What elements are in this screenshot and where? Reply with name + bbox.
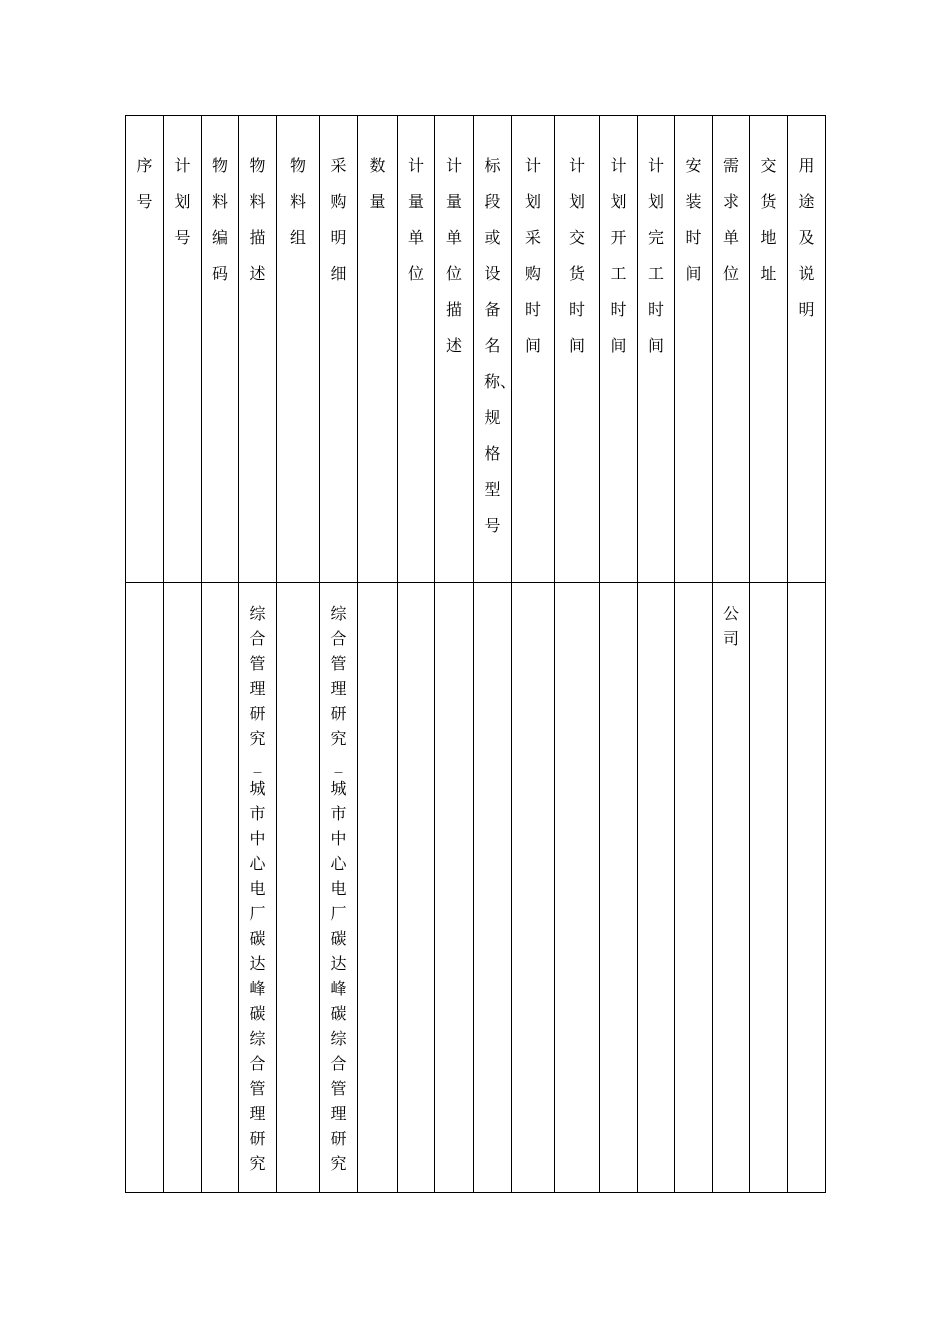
cell-plan-no bbox=[164, 583, 202, 1193]
header-cell-planned-delivery-time: 计划交货时间 bbox=[555, 116, 600, 583]
header-cell-unit: 计量单位 bbox=[398, 116, 435, 583]
procurement-plan-table bbox=[125, 115, 826, 1193]
cell-unit-description bbox=[435, 583, 474, 1193]
cell-quantity bbox=[358, 583, 398, 1193]
cell-purpose-notes bbox=[788, 583, 826, 1193]
header-cell-plan-no: 计划号 bbox=[164, 116, 202, 583]
header-cell-material-group: 物料组 bbox=[277, 116, 320, 583]
header-cell-material-code: 物料编码 bbox=[202, 116, 239, 583]
cell-purchase-detail: 综合管理研究_城市中心电厂碳达峰碳综合管理研究 bbox=[320, 583, 358, 1193]
header-cell-purpose-notes: 用途及说明 bbox=[788, 116, 826, 583]
cell-planned-completion-time bbox=[638, 583, 675, 1193]
header-cell-planned-purchase-time: 计划采购时间 bbox=[512, 116, 555, 583]
header-cell-section-equipment-spec: 标段或设备名称、规格型号 bbox=[474, 116, 512, 583]
cell-material-code bbox=[202, 583, 239, 1193]
header-cell-purchase-detail: 采购明细 bbox=[320, 116, 358, 583]
cell-serial-no bbox=[126, 583, 164, 1193]
header-cell-demand-unit: 需求单位 bbox=[713, 116, 750, 583]
cell-planned-start-time bbox=[600, 583, 638, 1193]
header-cell-serial-no: 序号 bbox=[126, 116, 164, 583]
header-cell-material-description: 物料描述 bbox=[239, 116, 277, 583]
header-cell-planned-start-time: 计划开工时间 bbox=[600, 116, 638, 583]
cell-section-equipment-spec bbox=[474, 583, 512, 1193]
cell-demand-unit: 公司 bbox=[713, 583, 750, 1193]
header-cell-planned-completion-time: 计划完工时间 bbox=[638, 116, 675, 583]
cell-delivery-address bbox=[750, 583, 788, 1193]
header-cell-quantity: 数量 bbox=[358, 116, 398, 583]
cell-installation-time bbox=[675, 583, 713, 1193]
header-cell-delivery-address: 交货地址 bbox=[750, 116, 788, 583]
cell-planned-purchase-time bbox=[512, 583, 555, 1193]
table-header-row bbox=[126, 116, 826, 583]
cell-material-group bbox=[277, 583, 320, 1193]
header-cell-installation-time: 安装时间 bbox=[675, 116, 713, 583]
cell-planned-delivery-time bbox=[555, 583, 600, 1193]
cell-unit bbox=[398, 583, 435, 1193]
cell-material-description: 综合管理研究_城市中心电厂碳达峰碳综合管理研究 bbox=[239, 583, 277, 1193]
header-cell-unit-description: 计量单位描述 bbox=[435, 116, 474, 583]
table-row bbox=[126, 583, 826, 1193]
